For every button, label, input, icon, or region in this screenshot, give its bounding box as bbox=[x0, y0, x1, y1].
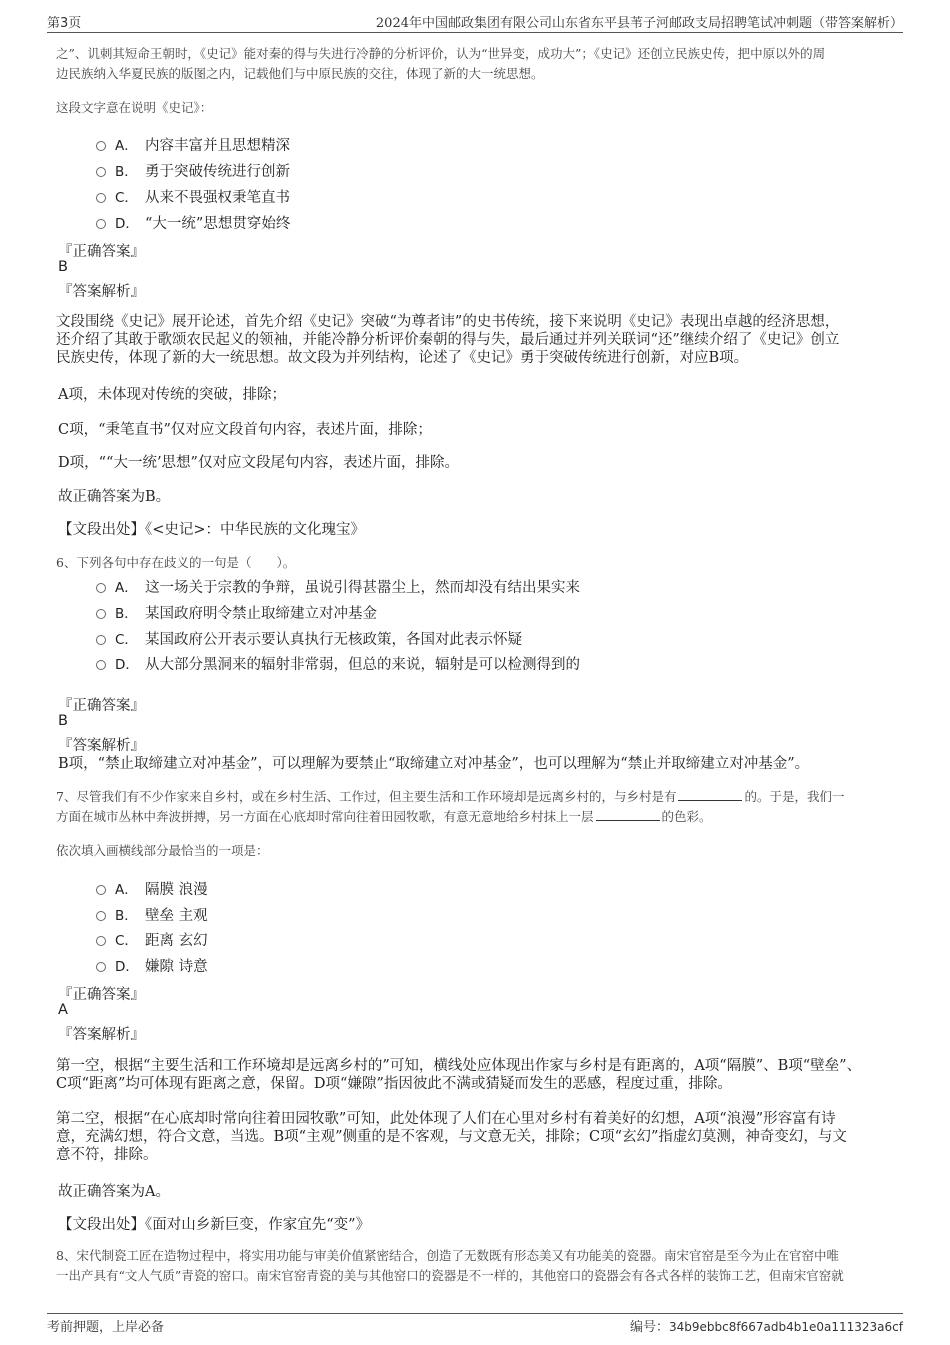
q8-stem bbox=[56, 1246, 898, 1286]
answer-label: 『正确答案』 bbox=[58, 244, 145, 260]
q7-stem-line: 7、尽管我们有不少作家来自乡村，或在乡村生活、工作过，但主要生活和工作环境却是远离乡村的，与乡村是有 的。于是，我们一 bbox=[56, 789, 845, 804]
q8-stem-line: 8、宋代制瓷工匠在造物过程中，将实用功能与审美价值紧密结合，创造了无数既有形态美又有功能美的瓷器。南宋官窑是至今为止在官窑中唯 bbox=[56, 1248, 839, 1263]
q5-option-b[interactable]: B． 勇于突破传统进行创新 bbox=[96, 160, 290, 181]
q7-option-c[interactable]: C． 距离 玄幻 bbox=[96, 929, 208, 950]
footer-code: 编号：34b9ebbc8f667adb4b1e0a111323a6cf bbox=[630, 1320, 903, 1335]
q6-option-c[interactable]: C． 某国政府公开表示要认真执行无核政策，各国对此表示怀疑 bbox=[96, 628, 522, 649]
q5-passage-line: 边民族纳入华夏民族的版图之内，记载他们与中原民族的交往，体现了新的大一统思想。 bbox=[56, 66, 544, 81]
analysis-label: 『答案解析』 bbox=[58, 284, 145, 300]
radio-icon[interactable] bbox=[96, 193, 106, 203]
q5-stem: 这段文字意在说明《史记》： bbox=[56, 100, 213, 115]
analysis-label: 『答案解析』 bbox=[58, 738, 145, 754]
q7-stem bbox=[56, 787, 898, 827]
radio-icon[interactable] bbox=[96, 583, 106, 593]
analysis-line: 还介绍了其敢于歌颂农民起义的领袖，并能冷静分析评价秦朝的得与失，最后通过并列关联词“还”继续介绍了《史记》创立 bbox=[56, 332, 840, 348]
q7-conclusion: 故正确答案为A。 bbox=[58, 1184, 170, 1200]
q5-source: 【文段出处】《<史记>：中华民族的文化瑰宝》 bbox=[58, 522, 366, 538]
footer-slogan: 考前押题，上岸必备 bbox=[47, 1320, 165, 1335]
radio-icon[interactable] bbox=[96, 660, 106, 670]
q5-passage bbox=[56, 44, 898, 84]
radio-icon[interactable] bbox=[96, 885, 106, 895]
fill-blank bbox=[596, 810, 660, 821]
q5-conclusion: 故正确答案为B。 bbox=[58, 489, 171, 505]
q7-option-b[interactable]: B． 壁垒 主观 bbox=[96, 904, 208, 925]
q5-analysis bbox=[56, 313, 898, 367]
radio-icon[interactable] bbox=[96, 911, 106, 921]
q6-stem: 6、下列各句中存在歧义的一句是（ ）。 bbox=[56, 555, 296, 570]
q7-analysis-p1 bbox=[56, 1057, 898, 1093]
q6-option-a[interactable]: A． 这一场关于宗教的争辩，虽说引得甚嚣尘上，然而却没有结出果实来 bbox=[96, 576, 580, 597]
q5-analysis-d: D项，““大一统’思想”仅对应文段尾句内容，表述片面，排除。 bbox=[58, 455, 459, 471]
q5-analysis-c: C项，“秉笔直书”仅对应文段首句内容，表述片面，排除； bbox=[58, 422, 432, 438]
page-number: 第3页 bbox=[47, 16, 82, 31]
q8-stem-line: 一出产具有“文人气质”青瓷的窑口。南宋官窑青瓷的美与其他窑口的瓷器是不一样的，其他窑口的瓷器会有各式各样的装饰工艺，但南宋官窑就 bbox=[56, 1268, 844, 1283]
analysis-line: C项“距离”均可体现有距离之意，保留。D项“嫌隙”指因彼此不满或猜疑而发生的恶感，程度过重，排除。 bbox=[56, 1076, 732, 1092]
radio-icon[interactable] bbox=[96, 167, 106, 177]
fill-blank bbox=[678, 790, 742, 801]
page-header bbox=[47, 12, 903, 33]
q5-option-c[interactable]: C． 从来不畏强权秉笔直书 bbox=[96, 186, 290, 207]
q7-answer: A bbox=[58, 1002, 68, 1018]
analysis-line: 民族史传，体现了新的大一统思想。故文段为并列结构，论述了《史记》勇于突破传统进行创新，对应B项。 bbox=[56, 350, 749, 366]
radio-icon[interactable] bbox=[96, 635, 106, 645]
q5-passage-line: 之”、讥刺其短命王朝时，《史记》能对秦的得与失进行冷静的分析评价，认为“世异变，成功大”；《史记》还创立民族史传，把中原以外的周 bbox=[56, 46, 826, 61]
analysis-line: 第二空，根据“在心底却时常向往着田园牧歌”可知，此处体现了人们在心里对乡村有着美好的幻想，A项“浪漫”形容富有诗 bbox=[56, 1111, 836, 1127]
answer-label: 『正确答案』 bbox=[58, 987, 145, 1003]
radio-icon[interactable] bbox=[96, 936, 106, 946]
q7-source: 【文段出处】《面对山乡新巨变，作家宜先“变”》 bbox=[58, 1217, 371, 1233]
radio-icon[interactable] bbox=[96, 141, 106, 151]
q6-answer: B bbox=[58, 713, 68, 729]
q5-option-a[interactable]: A． 内容丰富并且思想精深 bbox=[96, 134, 290, 155]
q7-stem-line: 方面在城市丛林中奔波拼搏，另一方面在心底却时常向往着田园牧歌，有意无意地给乡村抹上一层 的色彩。 bbox=[56, 809, 712, 824]
q5-analysis-a: A项，未体现对传统的突破，排除； bbox=[58, 387, 286, 403]
radio-icon[interactable] bbox=[96, 962, 106, 972]
q5-answer: B bbox=[58, 259, 68, 275]
q6-option-d[interactable]: D． 从大部分黑洞来的辐射非常弱，但总的来说，辐射是可以检测得到的 bbox=[96, 653, 580, 674]
analysis-line: 文段围绕《史记》展开论述，首先介绍《史记》突破“为尊者讳”的史书传统，接下来说明《史记》表现出卓越的经济思想， bbox=[56, 314, 840, 330]
answer-label: 『正确答案』 bbox=[58, 698, 145, 714]
q7-prompt: 依次填入画横线部分最恰当的一项是： bbox=[56, 843, 269, 858]
analysis-line: 意不符，排除。 bbox=[56, 1147, 158, 1163]
q6-option-b[interactable]: B． 某国政府明令禁止取缔建立对冲基金 bbox=[96, 602, 377, 623]
q6-analysis: B项，“禁止取缔建立对冲基金”，可以理解为要禁止“取缔建立对冲基金”，也可以理解为“禁止并取缔建立对冲基金”。 bbox=[58, 756, 810, 772]
q7-analysis-p2 bbox=[56, 1110, 898, 1164]
analysis-line: 第一空，根据“主要生活和工作环境却是远离乡村的”可知，横线处应体现出作家与乡村是有距离的，A项“隔膜”、B项“壁垒”、 bbox=[56, 1058, 862, 1074]
radio-icon[interactable] bbox=[96, 609, 106, 619]
analysis-line: 意，充满幻想，符合文意，当选。B项“主观”侧重的是不客观，与文意无关，排除；C项“玄幻”指虚幻莫测，神奇变幻，与文 bbox=[56, 1129, 847, 1145]
q7-option-d[interactable]: D． 嫌隙 诗意 bbox=[96, 955, 208, 976]
q5-option-d[interactable]: D． “大一统”思想贯穿始终 bbox=[96, 212, 290, 233]
analysis-label: 『答案解析』 bbox=[58, 1027, 145, 1043]
q7-option-a[interactable]: A． 隔膜 浪漫 bbox=[96, 878, 208, 899]
page-footer bbox=[47, 1313, 903, 1335]
document-title: 2024年中国邮政集团有限公司山东省东平县苇子河邮政支局招聘笔试冲刺题（带答案解析） bbox=[375, 16, 903, 31]
radio-icon[interactable] bbox=[96, 219, 106, 229]
